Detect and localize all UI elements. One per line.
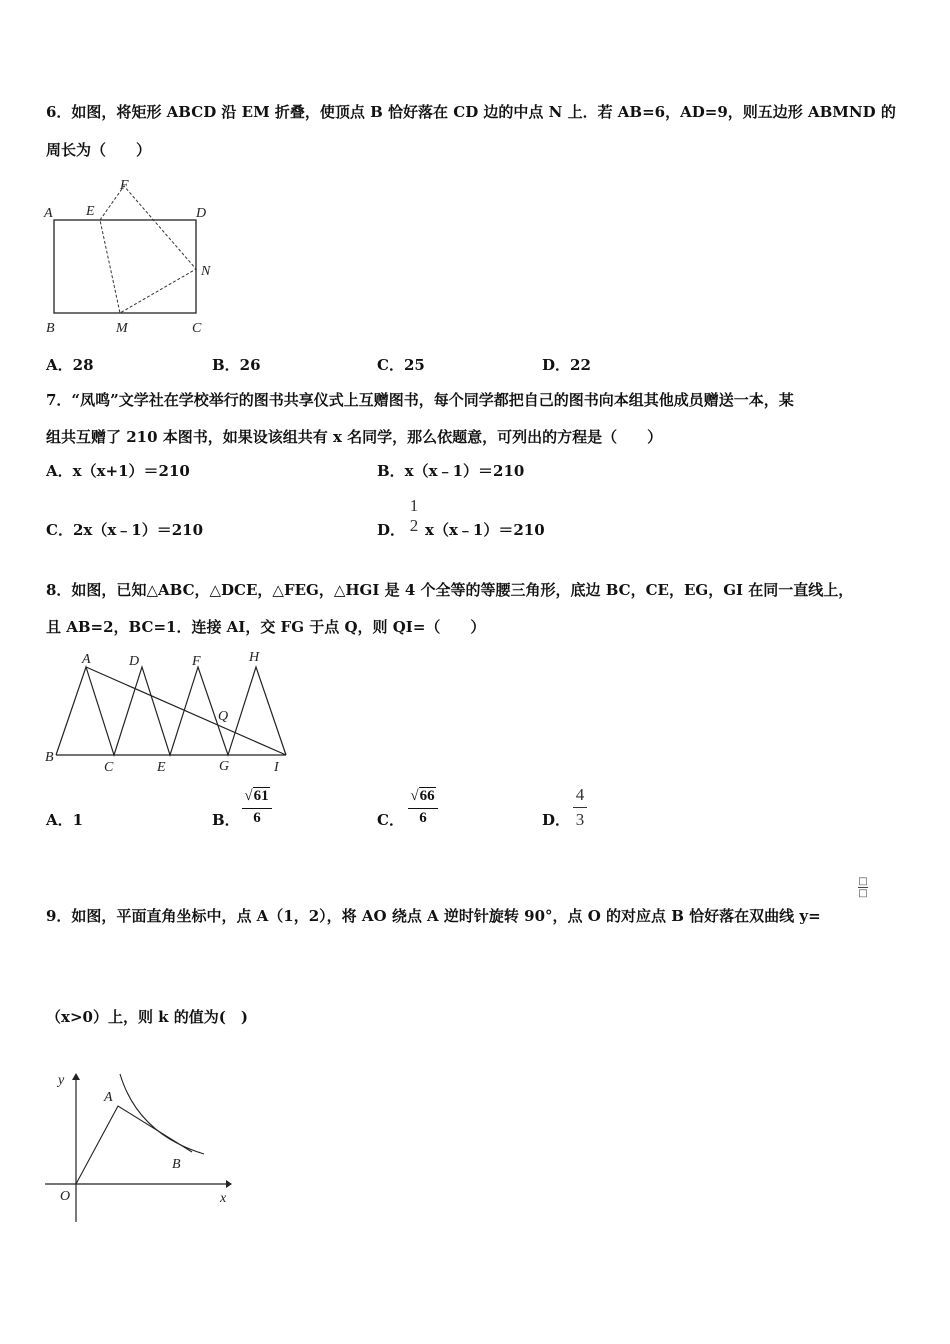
q7-option-d-fraction [407,496,421,536]
q7-text-line2: 组共互赠了 210 本图书，如果设该组共有 x 名同学，那么依题意，可列出的方程是（ ） [46,428,663,446]
q8-text-line1: 8．如图，已知△ABC，△DCE，△FEG，△HGI 是 4 个全等的等腰三角形，底边 BC，CE，EG，GI 在同一直线上， [46,581,854,599]
q8-triangles [56,667,286,755]
q8-label-c: C [104,760,114,775]
q8-label-d: D [129,654,140,669]
q8-option-c[interactable]: C． [377,811,404,829]
q6-option-b[interactable]: B．26 [212,356,261,374]
q8-option-d-num: 4 [575,785,585,804]
q8-label-f: F [192,654,201,669]
q9-label-y: y [58,1073,65,1088]
q9-label-b: B [172,1157,181,1172]
q6-text-line1: 6．如图，将矩形 ABCD 沿 EM 折叠，使顶点 B 恰好落在 CD 边的中点 N 上．若 AB=6，AD=9，则五边形 ABMND 的 [46,103,896,121]
q8-label-b: B [45,750,54,765]
q8-option-b-value [242,788,272,827]
q8-option-c-radicand: 66 [419,788,435,804]
q9-frac-num: □ [858,876,868,887]
q6-label-c: C [192,321,202,336]
q9-text-line1: 9．如图，平面直角坐标中，点 A（1，2），将 AO 绕点 A 逆时针旋转 90°，点 O 的对应点 B 恰好落在双曲线 y= [46,907,821,925]
q7-option-d-den: 2 [409,516,419,535]
q8-label-h: H [249,650,260,665]
q9-frac-den: □ [858,888,868,899]
q7-option-d-num: 1 [409,496,419,515]
q9-hyperbola [120,1074,204,1154]
q7-option-d[interactable] [377,520,405,540]
q8-option-d-bar [573,807,587,808]
q8-text-line2: 且 AB=2，BC=1．连接 AI，交 FG 于点 Q，则 QI=（ ） [46,618,486,636]
q6-label-a: A [44,206,53,221]
q7-option-d-expression: x（x﹣1）＝210 [425,521,545,539]
q6-option-d[interactable]: D．22 [542,356,591,374]
q9-figure [40,1068,240,1228]
q8-label-a: A [82,652,91,667]
q9-label-a: A [104,1090,113,1105]
q8-figure [42,645,292,775]
q8-option-d-den: 3 [575,810,585,829]
q9-segments [76,1106,192,1184]
q7-option-a[interactable]: A．x（x+1）＝210 [46,462,190,480]
q9-y-arrow [72,1073,80,1080]
q6-fold-lines [100,186,196,313]
q6-text-line2: 周长为（ ） [46,141,152,159]
q6-figure [42,178,232,338]
q7-text-line1: 7．“凤鸣”文学社在学校举行的图书共享仪式上互赠图书，每个同学都把自己的图书向本组其他成员赠送一本，某 [46,391,794,409]
q8-option-d[interactable]: D． [542,811,571,829]
q8-option-b[interactable]: B． [212,811,240,829]
q6-rectangle [54,220,196,313]
q9-label-o: O [60,1189,71,1204]
q6-option-c[interactable]: C．25 [377,356,425,374]
q9-label-x: x [220,1191,227,1206]
q6-label-f: F [120,178,129,193]
q6-option-a[interactable]: A．28 [46,356,94,374]
q6-label-b: B [46,321,55,336]
q6-label-d: D [196,206,207,221]
q9-text-line2: （x>0）上，则 k 的值为( ) [46,1008,248,1026]
q8-option-b-radical-sign: √ [244,788,253,804]
q8-label-q: Q [218,709,229,724]
q8-label-i: I [274,760,279,775]
q8-option-b-radicand: 61 [253,788,269,804]
q8-option-a[interactable]: A．1 [46,811,84,829]
q8-option-c-radical-sign: √ [410,788,419,804]
q6-label-m: M [116,321,128,336]
q6-label-e: E [86,204,95,219]
q8-label-e: E [157,760,166,775]
q8-option-c-value [408,788,438,827]
q7-option-b[interactable]: B．x（x﹣1）＝210 [377,462,525,480]
q8-label-g: G [219,759,230,774]
q9-x-arrow [226,1180,232,1188]
q7-option-d-prefix: D． [377,521,406,539]
q8-line-ai [86,667,286,755]
q8-option-b-den: 6 [242,808,272,827]
q8-option-d-fraction [573,785,587,830]
q9-frac-placeholder [858,876,868,899]
q6-label-n: N [201,264,211,279]
q8-option-c-den: 6 [408,808,438,827]
q7-option-c[interactable]: C．2x（x﹣1）＝210 [46,521,204,539]
